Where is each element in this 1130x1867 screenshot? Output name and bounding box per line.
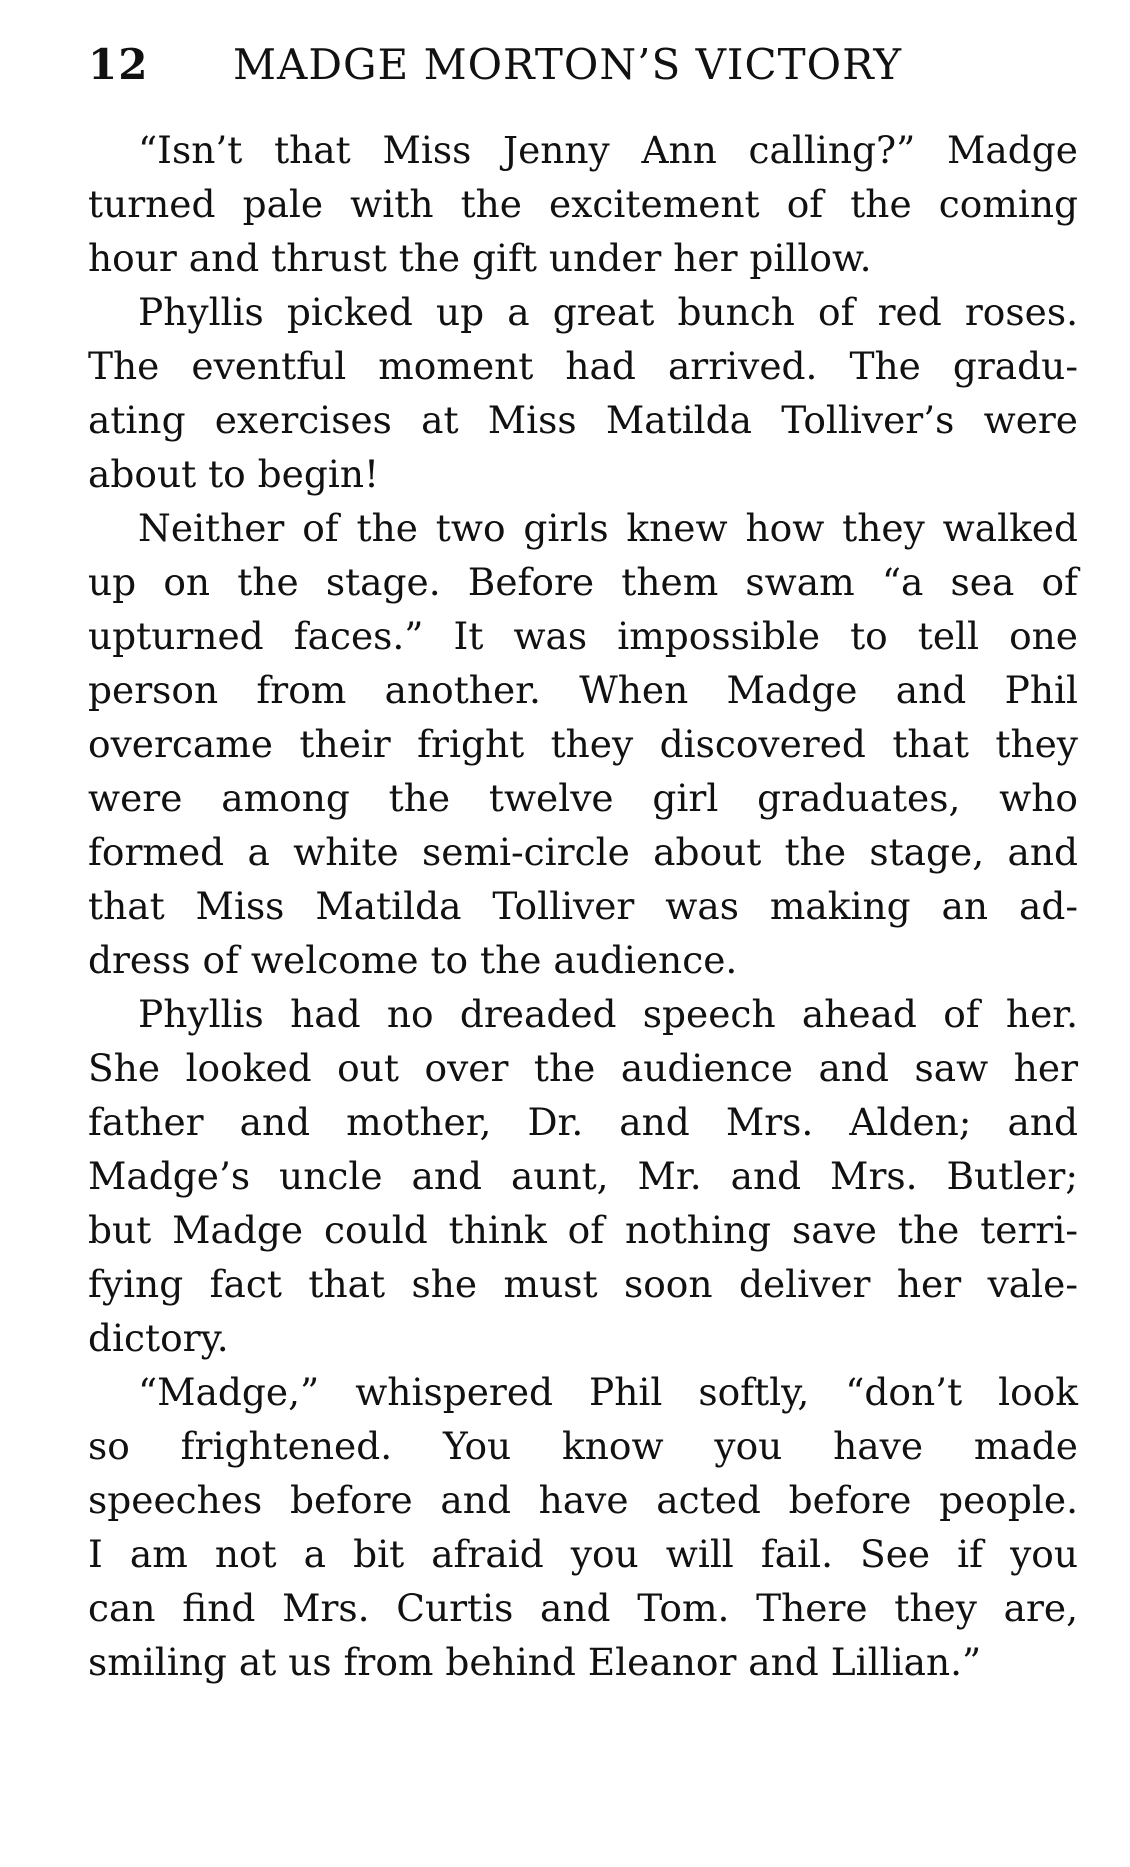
text-line: speeches before and have acted before people.: [88, 1478, 1078, 1522]
body-text: [88, 123, 1078, 1689]
text-line: hour and thrust the gift under her pillow.: [88, 236, 872, 280]
text-line: The eventful moment had arrived. The gradu-: [88, 344, 1078, 388]
paragraph-5: [88, 1365, 1078, 1689]
text-line: ating exercises at Miss Matilda Tolliver’s were: [88, 398, 1078, 442]
text-line: Phyllis picked up a great bunch of red roses.: [138, 290, 1078, 334]
book-page: [88, 40, 1078, 1689]
text-line: but Madge could think of nothing save the terri-: [88, 1208, 1078, 1252]
text-line: She looked out over the audience and saw her: [88, 1046, 1078, 1090]
text-line: overcame their fright they discovered that they: [88, 722, 1078, 766]
text-line: “Madge,” whispered Phil softly, “don’t look: [138, 1370, 1078, 1414]
running-head: [88, 40, 1078, 89]
text-line: can find Mrs. Curtis and Tom. There they are,: [88, 1586, 1078, 1630]
text-line: about to begin!: [88, 452, 380, 496]
book-title: MADGE MORTON’S VICTORY: [233, 40, 903, 89]
paragraph-3: [88, 501, 1078, 987]
text-line: smiling at us from behind Eleanor and Lillian.”: [88, 1640, 982, 1684]
text-line: Phyllis had no dreaded speech ahead of her.: [138, 992, 1078, 1036]
text-line: I am not a bit afraid you will fail. See if you: [88, 1532, 1078, 1576]
text-line: so frightened. You know you have made: [88, 1424, 1078, 1468]
text-line: fying fact that she must soon deliver her vale-: [88, 1262, 1078, 1306]
text-line: formed a white semi-circle about the stage, and: [88, 830, 1078, 874]
page-number: 12: [88, 40, 149, 89]
text-line: dictory.: [88, 1316, 229, 1360]
text-line: father and mother, Dr. and Mrs. Alden; and: [88, 1100, 1078, 1144]
text-line: up on the stage. Before them swam “a sea of: [88, 560, 1078, 604]
paragraph-4: [88, 987, 1078, 1365]
text-line: Neither of the two girls knew how they walked: [138, 506, 1078, 550]
text-line: that Miss Matilda Tolliver was making an ad-: [88, 884, 1078, 928]
text-line: person from another. When Madge and Phil: [88, 668, 1078, 712]
paragraph-1: [88, 123, 1078, 285]
text-line: Madge’s uncle and aunt, Mr. and Mrs. Butler;: [88, 1154, 1078, 1198]
paragraph-2: [88, 285, 1078, 501]
text-line: dress of welcome to the audience.: [88, 938, 738, 982]
text-line: were among the twelve girl graduates, who: [88, 776, 1078, 820]
text-line: turned pale with the excitement of the coming: [88, 182, 1078, 226]
text-line: upturned faces.” It was impossible to tell one: [88, 614, 1078, 658]
text-line: “Isn’t that Miss Jenny Ann calling?” Madge: [138, 128, 1078, 172]
